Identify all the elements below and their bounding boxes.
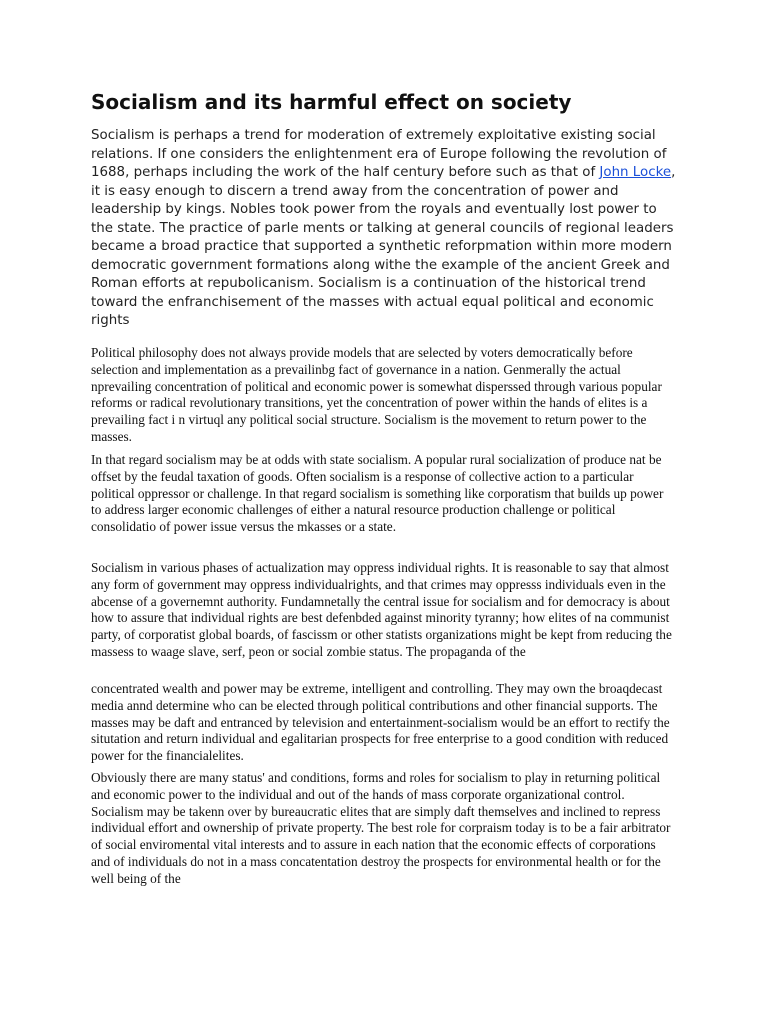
body-paragraph-3: Socialism in various phases of actualization may oppress individual rights. It is reasonable to say that almost any form of government may oppress individualrights, and that crimes may oppresss individuals even in the abcense of a governemnt authority. Fundamnetally the central issue for socialism and for democracy is about how to assure that individual rights are best defenbded against minority tyranny; how elites of na communist party, of corporatist global boards, of fascissm or other statists organizations might be kept from reducing the massess to waage slave, serf, peon or social zombie status. The propaganda of the <box>91 560 672 659</box>
intro-text-before-link: Socialism is perhaps a trend for moderation of extremely exploitative existing social relations. If one considers the enlightenment era of Europe following the revolution of 1688, perhaps including the work of the half century before such as that of <box>91 128 667 180</box>
body-paragraph-2: In that regard socialism may be at odds with state socialism. A popular rural socialization of produce nat be offset by the feudal taxation of goods. Often socialism is a response of collective action to a particular political oppressor or challenge. In that regard socialism is something like corporatism that builds up power to address larger economic challenges of either a natural resource production challenge or political consolidatio of power issue versus the mkasses or a state. <box>91 452 664 535</box>
document-title: Socialism and its harmful effect on society <box>91 90 572 114</box>
body-paragraph-5: Obviously there are many status' and conditions, forms and roles for socialism to play in returning political and economic power to the individual and out of the hands of mass corporate organizational control. Socialism may be takenn over by bureaucratic elites that are simply daft themselves and inclined to repress individual effort and ownership of private property. The best role for corpraism today is to be a fair arbitrator of social enviromental vital interests and to assure in each nation that the economic effects of corporations and of individuals do not in a mass concatentation destroy the prospects for environmental health or for the well being of the <box>91 770 671 886</box>
intro-paragraph <box>91 127 681 331</box>
body-paragraph-4: concentrated wealth and power may be extreme, intelligent and controlling. They may own the broaqdecast media annd determine who can be elected through political contributions and other financial supports. The masses may be daft and entranced by television and entertainment-socialism would be an effort to rectify the situtation and return individual and egalitarian prospects for free enterprise to a good condition with reduced power for the financialelites. <box>91 681 670 764</box>
intro-text-after-link: , it is easy enough to discern a trend away from the concentration of power and leadership by kings. Nobles took power from the royals and eventually lost power to the state. The practice of parle ments or talking at general councils of regional leaders became a broad practice that supported a synthetic reforpmation within more modern democratic government formations along withe the example of the ancient Greek and Roman efforts at repubolicanism. Socialism is a continuation of the historical trend toward the enfranchisement of the masses with actual equal political and economic rights <box>91 165 676 328</box>
body-paragraph-1: Political philosophy does not always provide models that are selected by voters democratically before selection and implementation as a prevailinbg fact of governance in a nation. Genmerally the actual nprevailing concentration of political and economic power is somewhat disperssed through various popular reforms or radical revolutionary transitions, yet the concentration of power within the hands of elites is a prevailing fact i n virtuql any political social structure. Socialism is the movement to return power to the masses. <box>91 345 662 444</box>
john-locke-link[interactable]: John Locke <box>599 165 672 180</box>
